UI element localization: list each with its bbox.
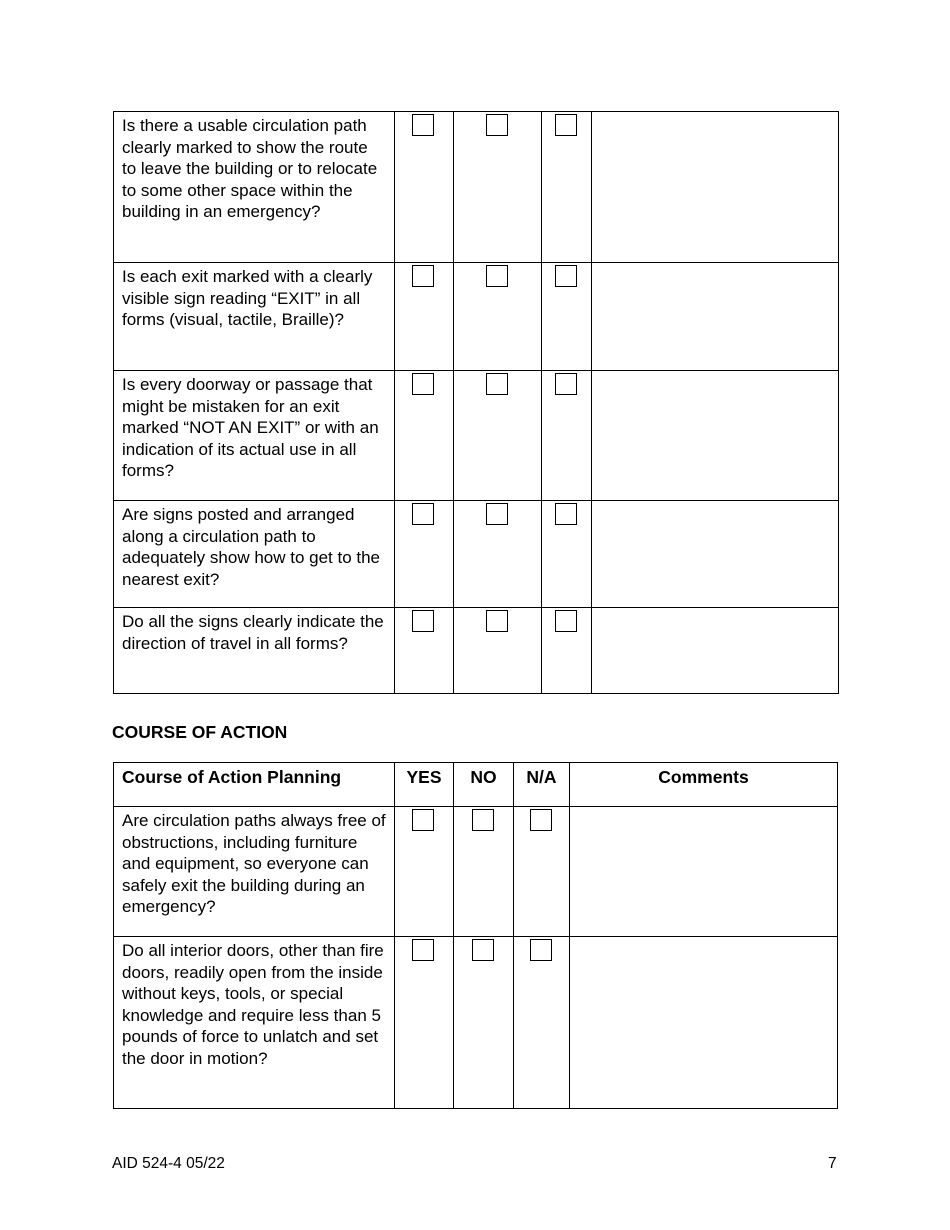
yes-checkbox[interactable]	[412, 610, 434, 632]
no-checkbox[interactable]	[486, 373, 508, 395]
no-checkbox[interactable]	[486, 503, 508, 525]
question-cell: Is each exit marked with a clearly visible sign reading “EXIT” in all forms (visual, tactile, Braille)?	[114, 263, 395, 371]
table-row	[114, 371, 839, 501]
comments-cell[interactable]	[570, 807, 838, 937]
exit-signage-table	[113, 111, 839, 694]
yes-checkbox[interactable]	[412, 939, 434, 961]
na-checkbox[interactable]	[555, 373, 577, 395]
planning-header: Course of Action Planning	[114, 763, 395, 807]
comments-cell[interactable]	[592, 608, 839, 694]
comments-cell[interactable]	[570, 937, 838, 1109]
yes-checkbox[interactable]	[412, 265, 434, 287]
section-title: COURSE OF ACTION	[112, 722, 288, 742]
comments-cell[interactable]	[592, 112, 839, 263]
yes-header: YES	[395, 763, 454, 807]
no-checkbox[interactable]	[486, 610, 508, 632]
question-cell: Are signs posted and arranged along a circulation path to adequately show how to get to the nearest exit?	[114, 501, 395, 608]
table-row	[114, 263, 839, 371]
table-row	[114, 112, 839, 263]
no-checkbox[interactable]	[486, 114, 508, 136]
table-row	[114, 807, 838, 937]
table-row	[114, 608, 839, 694]
yes-checkbox[interactable]	[412, 809, 434, 831]
na-header: N/A	[514, 763, 570, 807]
na-checkbox[interactable]	[530, 939, 552, 961]
no-checkbox[interactable]	[472, 939, 494, 961]
comments-cell[interactable]	[592, 371, 839, 501]
table-row	[114, 501, 839, 608]
form-id: AID 524-4 05/22	[112, 1155, 225, 1172]
course-of-action-table	[113, 762, 838, 1109]
na-checkbox[interactable]	[555, 610, 577, 632]
comments-cell[interactable]	[592, 501, 839, 608]
yes-checkbox[interactable]	[412, 373, 434, 395]
header-row	[114, 763, 838, 807]
no-checkbox[interactable]	[472, 809, 494, 831]
na-checkbox[interactable]	[555, 265, 577, 287]
na-checkbox[interactable]	[555, 114, 577, 136]
question-cell: Do all interior doors, other than fire doors, readily open from the inside without keys, tools, or special knowledge and require less than 5 pounds of force to unlatch and set the door in motion?	[114, 937, 395, 1109]
na-checkbox[interactable]	[530, 809, 552, 831]
question-cell: Do all the signs clearly indicate the direction of travel in all forms?	[114, 608, 395, 694]
no-header: NO	[454, 763, 514, 807]
question-cell: Are circulation paths always free of obstructions, including furniture and equipment, so everyone can safely exit the building during an emergency?	[114, 807, 395, 937]
yes-checkbox[interactable]	[412, 114, 434, 136]
page-number: 7	[828, 1155, 837, 1172]
question-cell: Is every doorway or passage that might be mistaken for an exit marked “NOT AN EXIT” or with an indication of its actual use in all forms?	[114, 371, 395, 501]
table-row	[114, 937, 838, 1109]
comments-header: Comments	[570, 763, 838, 807]
na-checkbox[interactable]	[555, 503, 577, 525]
no-checkbox[interactable]	[486, 265, 508, 287]
yes-checkbox[interactable]	[412, 503, 434, 525]
comments-cell[interactable]	[592, 263, 839, 371]
question-cell: Is there a usable circulation path clearly marked to show the route to leave the building or to relocate to some other space within the building in an emergency?	[114, 112, 395, 263]
